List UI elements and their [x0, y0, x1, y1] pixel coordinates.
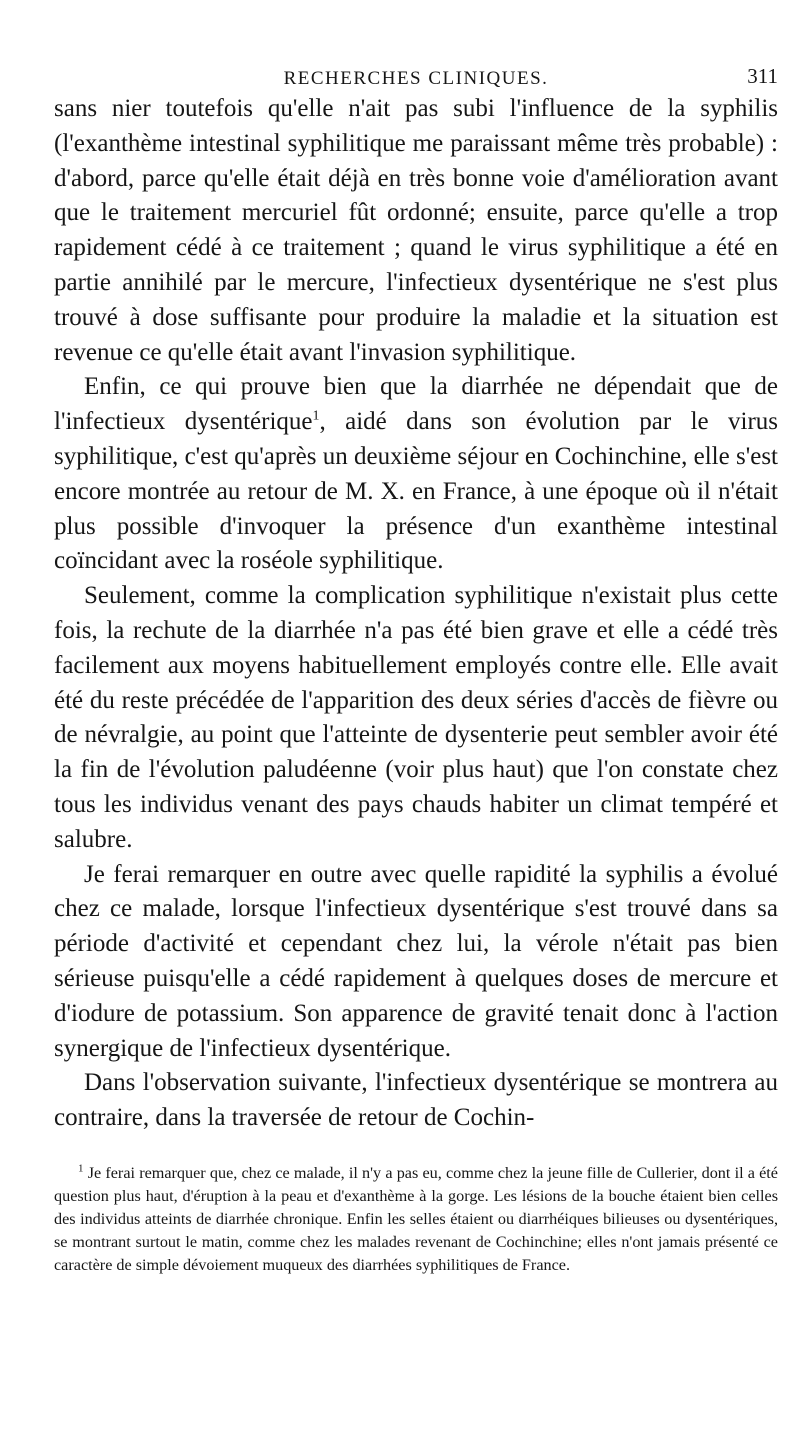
- page-number: 311: [747, 64, 778, 88]
- paragraph-text: , aidé dans son évolution par le virus syphilitique, c'est qu'après un deuxième séjour en Cochinchine, elle s'est encore montrée au retour de M. X. en France, à une époque où il n'était plus possible d'invoquer la présence d'un exanthème intestinal coïncidant avec la roséole syphilitique.: [54, 408, 778, 575]
- footnote-text: Je ferai remarquer que, chez ce malade, il n'y a pas eu, comme chez la jeune fille de Cullerier, dont il a été question plus haut, d'éruption à la peau et d'exanthème à la gorge. Les lésions de la bouche étaient bien celles des individus atteints de diarrhée chronique. Enfin les selles étaient ou diarrhéiques bilieuses ou dysentériques, se montrant surtout le matin, comme chez les malades revenant de Cochinchine; elles n'ont jamais présenté ce caractère de simple dévoiement muqueux des diarrhées syphilitiques de France.: [54, 1163, 778, 1274]
- footnote-reference: 1: [312, 408, 320, 424]
- running-header: [54, 60, 778, 92]
- footnote-mark: 1: [78, 1162, 84, 1175]
- paragraph: [54, 370, 778, 579]
- paragraph-text: Enfin, ce qui prouve bien que la diarrhée ne dépendait que de l'infectieux dysentérique: [54, 373, 778, 436]
- footnote: [54, 1162, 778, 1277]
- body-text: [54, 92, 778, 1136]
- document-page: [54, 60, 778, 1277]
- running-title: RECHERCHES CLINIQUES.: [283, 68, 549, 89]
- footnotes: [54, 1162, 778, 1277]
- paragraph: sans nier toutefois qu'elle n'ait pas subi l'influence de la syphilis (l'exanthème intestinal syphilitique me paraissant même très probable) : d'abord, parce qu'elle était déjà en très bonne voie d'amélioration avant que le traitement mercuriel fût ordonné; ensuite, parce qu'elle a trop rapidement cédé à ce traitement ; quand le virus syphilitique a été en partie annihilé par le mercure, l'infectieux dysentérique ne s'est plus trouvé à dose suffisante pour produire la maladie et la situation est revenue ce qu'elle était avant l'invasion syphilitique.: [54, 95, 778, 366]
- paragraph: Je ferai remarquer en outre avec quelle rapidité la syphilis a évolué chez ce malade, lorsque l'infectieux dysentérique s'est trouvé dans sa période d'activité et cependant chez lui, la vérole n'était pas bien sérieuse puisqu'elle a cédé rapidement à quelques doses de mercure et d'iodure de potassium. Son apparence de gravité tenait donc à l'action synergique de l'infectieux dysentérique.: [54, 860, 778, 1062]
- paragraph: Seulement, comme la complication syphilitique n'existait plus cette fois, la rechute de la diarrhée n'a pas été bien grave et elle a cédé très facilement aux moyens habituellement employés contre elle. Elle avait été du reste précédée de l'apparition des deux séries d'accès de fièvre ou de névralgie, au point que l'atteinte de dysenterie peut sembler avoir été la fin de l'évolution paludéenne (voir plus haut) que l'on constate chez tous les individus venant des pays chauds habiter un climat tempéré et salubre.: [54, 582, 778, 853]
- paragraph: Dans l'observation suivante, l'infectieux dysentérique se montrera au contraire, dans la traversée de retour de Cochin-: [54, 1069, 778, 1132]
